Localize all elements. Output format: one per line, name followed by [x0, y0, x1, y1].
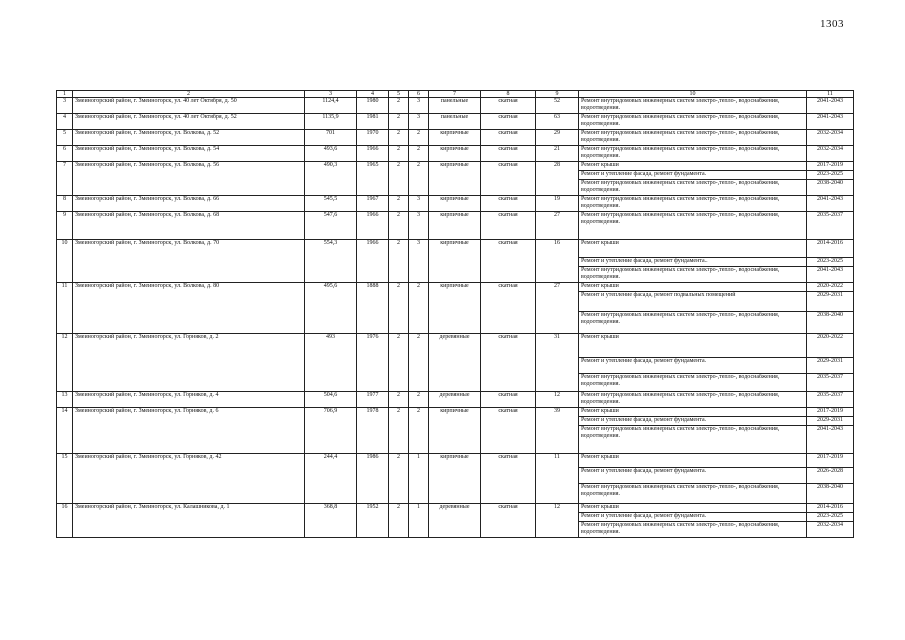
wall-material: кирпичные	[429, 162, 481, 196]
apartments: 28	[536, 162, 579, 196]
repair-work: Ремонт внутридомовых инженерных систем электро-,тепло-, водоснабжения, водоотведения.	[579, 392, 807, 408]
building-row	[57, 334, 854, 358]
wall-material: кирпичные	[429, 196, 481, 212]
roof-type: скатная	[481, 240, 536, 283]
entrances: 2	[409, 146, 429, 162]
year: 1952	[357, 504, 389, 538]
entrances: 3	[409, 196, 429, 212]
column-number: 10	[579, 91, 807, 98]
repair-period: 2032-2034	[807, 146, 854, 162]
entrances: 2	[409, 162, 429, 196]
building-row	[57, 114, 854, 130]
repair-work: Ремонт крыши	[579, 240, 807, 258]
repair-work: Ремонт и утепление фасада, ремонт фундамента.	[579, 468, 807, 484]
year: 1986	[357, 454, 389, 504]
column-number: 11	[807, 91, 854, 98]
year: 1966	[357, 240, 389, 283]
column-number: 5	[389, 91, 409, 98]
roof-type: скатная	[481, 196, 536, 212]
address: Змеиногорский район, г. Змеиногорск, ул. Волкова, д. 56	[73, 162, 305, 196]
repair-period: 2041-2043	[807, 196, 854, 212]
repair-work: Ремонт внутридомовых инженерных систем электро-,тепло-, водоснабжения, водоотведения.	[579, 312, 807, 334]
apartments: 19	[536, 196, 579, 212]
entrances: 3	[409, 240, 429, 283]
area: 1124,4	[305, 98, 357, 114]
column-number: 3	[305, 91, 357, 98]
repair-period: 2035-2037	[807, 392, 854, 408]
row-number: 11	[57, 283, 73, 334]
area: 706,9	[305, 408, 357, 454]
roof-type: скатная	[481, 146, 536, 162]
building-row	[57, 196, 854, 212]
building-row	[57, 130, 854, 146]
area: 493,6	[305, 146, 357, 162]
repair-period: 2023-2025	[807, 171, 854, 180]
floors: 2	[389, 196, 409, 212]
repair-work: Ремонт и утепление фасада, ремонт фундамента.	[579, 417, 807, 426]
apartments: 31	[536, 334, 579, 392]
address: Змеиногорский район, г. Змеиногорск, ул. Волкова, д. 70	[73, 240, 305, 283]
year: 1980	[357, 98, 389, 114]
building-row	[57, 454, 854, 468]
repair-work: Ремонт крыши	[579, 162, 807, 171]
repair-work: Ремонт внутридомовых инженерных систем электро-,тепло-, водоснабжения, водоотведения.	[579, 522, 807, 538]
year: 1888	[357, 283, 389, 334]
floors: 2	[389, 408, 409, 454]
repair-work: Ремонт внутридомовых инженерных систем электро-,тепло-, водоснабжения, водоотведения.	[579, 130, 807, 146]
building-row	[57, 504, 854, 513]
repair-work: Ремонт внутридомовых инженерных систем электро-,тепло-, водоснабжения, водоотведения.	[579, 484, 807, 504]
area: 504,6	[305, 392, 357, 408]
address: Змеиногорский район, г. Змеиногорск, ул. 40 лет Октября, д. 50	[73, 98, 305, 114]
repair-period: 2038-2040	[807, 484, 854, 504]
table-body	[57, 91, 854, 538]
wall-material: кирпичные	[429, 240, 481, 283]
row-number: 12	[57, 334, 73, 392]
roof-type: скатная	[481, 334, 536, 392]
row-number: 7	[57, 162, 73, 196]
repair-work: Ремонт и утепление фасада, ремонт фундамента.	[579, 358, 807, 374]
roof-type: скатная	[481, 130, 536, 146]
entrances: 3	[409, 212, 429, 240]
wall-material: панельные	[429, 98, 481, 114]
address: Змеиногорский район, г. Змеиногорск, ул. Горняков, д. 2	[73, 334, 305, 392]
area: 490,3	[305, 162, 357, 196]
roof-type: скатная	[481, 504, 536, 538]
column-number-row	[57, 91, 854, 98]
apartments: 12	[536, 504, 579, 538]
row-number: 9	[57, 212, 73, 240]
floors: 2	[389, 240, 409, 283]
area: 244,4	[305, 454, 357, 504]
entrances: 2	[409, 283, 429, 334]
column-number: 8	[481, 91, 536, 98]
entrances: 3	[409, 98, 429, 114]
repair-period: 2041-2043	[807, 98, 854, 114]
area: 545,5	[305, 196, 357, 212]
building-row	[57, 162, 854, 171]
repair-period: 2035-2037	[807, 374, 854, 392]
repair-work: Ремонт внутридомовых инженерных систем электро-,тепло-, водоснабжения, водоотведения.	[579, 212, 807, 240]
floors: 2	[389, 212, 409, 240]
repair-period: 2023-2025	[807, 513, 854, 522]
repair-work: Ремонт внутридомовых инженерных систем электро-,тепло-, водоснабжения, водоотведения.	[579, 98, 807, 114]
entrances: 1	[409, 504, 429, 538]
repair-period: 2014-2016	[807, 240, 854, 258]
year: 1967	[357, 196, 389, 212]
building-row	[57, 146, 854, 162]
repair-period: 2041-2043	[807, 114, 854, 130]
row-number: 14	[57, 408, 73, 454]
repair-work: Ремонт крыши	[579, 408, 807, 417]
apartments: 21	[536, 146, 579, 162]
floors: 2	[389, 283, 409, 334]
roof-type: скатная	[481, 408, 536, 454]
repair-work: Ремонт внутридомовых инженерных систем электро-,тепло-, водоснабжения, водоотведения.	[579, 374, 807, 392]
apartments: 12	[536, 392, 579, 408]
area: 368,8	[305, 504, 357, 538]
floors: 2	[389, 454, 409, 504]
row-number: 5	[57, 130, 73, 146]
roof-type: скатная	[481, 454, 536, 504]
repair-period: 2041-2043	[807, 267, 854, 283]
address: Змеиногорский район, г. Змеиногорск, ул. Горняков, д. 42	[73, 454, 305, 504]
repair-period: 2014-2016	[807, 504, 854, 513]
row-number: 13	[57, 392, 73, 408]
row-number: 3	[57, 98, 73, 114]
entrances: 3	[409, 114, 429, 130]
floors: 2	[389, 114, 409, 130]
roof-type: скатная	[481, 162, 536, 196]
entrances: 2	[409, 408, 429, 454]
repair-period: 2023-2025	[807, 258, 854, 267]
apartments: 39	[536, 408, 579, 454]
repair-period: 2032-2034	[807, 522, 854, 538]
wall-material: кирпичные	[429, 283, 481, 334]
entrances: 2	[409, 392, 429, 408]
floors: 2	[389, 130, 409, 146]
year: 1970	[357, 130, 389, 146]
area: 547,6	[305, 212, 357, 240]
repair-period: 2017-2019	[807, 454, 854, 468]
repair-work: Ремонт внутридомовых инженерных систем электро-,тепло-, водоснабжения, водоотведения.	[579, 146, 807, 162]
repair-period: 2017-2019	[807, 162, 854, 171]
repair-work: Ремонт крыши	[579, 504, 807, 513]
roof-type: скатная	[481, 212, 536, 240]
repair-work: Ремонт внутридомовых инженерных систем электро-,тепло-, водоснабжения, водоотведения.	[579, 114, 807, 130]
repair-work: Ремонт внутридомовых инженерных систем электро-,тепло-, водоснабжения, водоотведения.	[579, 267, 807, 283]
repair-period: 2029-2031	[807, 417, 854, 426]
building-row	[57, 283, 854, 292]
repair-period: 2032-2034	[807, 130, 854, 146]
roof-type: скатная	[481, 98, 536, 114]
row-number: 15	[57, 454, 73, 504]
roof-type: скатная	[481, 392, 536, 408]
wall-material: кирпичные	[429, 408, 481, 454]
repair-work: Ремонт и утепление фасада, ремонт фундамента.	[579, 513, 807, 522]
page-number: 1303	[820, 18, 844, 30]
repair-work: Ремонт крыши	[579, 454, 807, 468]
apartments: 11	[536, 454, 579, 504]
repair-period: 2029-2031	[807, 292, 854, 312]
year: 1966	[357, 212, 389, 240]
repair-period: 2035-2037	[807, 212, 854, 240]
row-number: 4	[57, 114, 73, 130]
year: 1981	[357, 114, 389, 130]
column-number: 6	[409, 91, 429, 98]
repair-period: 2017-2019	[807, 408, 854, 417]
wall-material: кирпичные	[429, 146, 481, 162]
address: Змеиногорский район, г. Змеиногорск, ул. Горняков, д. 4	[73, 392, 305, 408]
column-number: 9	[536, 91, 579, 98]
column-number: 4	[357, 91, 389, 98]
wall-material: кирпичные	[429, 212, 481, 240]
repair-work: Ремонт крыши	[579, 283, 807, 292]
repair-period: 2041-2043	[807, 426, 854, 454]
wall-material: деревянные	[429, 334, 481, 392]
repair-period: 2020-2022	[807, 283, 854, 292]
floors: 2	[389, 504, 409, 538]
area: 495,6	[305, 283, 357, 334]
building-row	[57, 240, 854, 258]
row-number: 8	[57, 196, 73, 212]
housing-repair-table	[56, 90, 854, 538]
area: 493	[305, 334, 357, 392]
area: 554,3	[305, 240, 357, 283]
apartments: 52	[536, 98, 579, 114]
year: 1976	[357, 334, 389, 392]
address: Змеиногорский район, г. Змеиногорск, ул. Волкова, д. 52	[73, 130, 305, 146]
year: 1977	[357, 392, 389, 408]
address: Змеиногорский район, г. Змеиногорск, ул. Горняков, д. 6	[73, 408, 305, 454]
wall-material: кирпичные	[429, 130, 481, 146]
wall-material: панельные	[429, 114, 481, 130]
apartments: 63	[536, 114, 579, 130]
entrances: 2	[409, 130, 429, 146]
area: 1135,9	[305, 114, 357, 130]
building-row	[57, 212, 854, 240]
address: Змеиногорский район, г. Змеиногорск, ул. Волкова, д. 80	[73, 283, 305, 334]
address: Змеиногорский район, г. Змеиногорск, ул. Волкова, д. 68	[73, 212, 305, 240]
repair-work: Ремонт и утепление фасада, ремонт фундамента.	[579, 171, 807, 180]
repair-period: 2026-2028	[807, 468, 854, 484]
floors: 2	[389, 334, 409, 392]
address: Змеиногорский район, г. Змеиногорск, ул. 40 лет Октября, д. 52	[73, 114, 305, 130]
repair-work: Ремонт внутридомовых инженерных систем электро-,тепло-, водоснабжения, водоотведения.	[579, 426, 807, 454]
roof-type: скатная	[481, 114, 536, 130]
apartments: 27	[536, 212, 579, 240]
row-number: 10	[57, 240, 73, 283]
apartments: 16	[536, 240, 579, 283]
repair-period: 2029-2031	[807, 358, 854, 374]
area: 701	[305, 130, 357, 146]
wall-material: деревянные	[429, 504, 481, 538]
roof-type: скатная	[481, 283, 536, 334]
building-row	[57, 98, 854, 114]
column-number: 7	[429, 91, 481, 98]
year: 1978	[357, 408, 389, 454]
repair-period: 2038-2040	[807, 180, 854, 196]
repair-period: 2020-2022	[807, 334, 854, 358]
apartments: 29	[536, 130, 579, 146]
repair-work: Ремонт и утепление фасада, ремонт подвальных помещений	[579, 292, 807, 312]
floors: 2	[389, 392, 409, 408]
address: Змеиногорский район, г. Змеиногорск, ул. Волкова, д. 54	[73, 146, 305, 162]
apartments: 27	[536, 283, 579, 334]
repair-work: Ремонт внутридомовых инженерных систем электро-,тепло-, водоснабжения, водоотведения.	[579, 180, 807, 196]
year: 1966	[357, 146, 389, 162]
repair-work: Ремонт крыши	[579, 334, 807, 358]
entrances: 1	[409, 454, 429, 504]
row-number: 6	[57, 146, 73, 162]
floors: 2	[389, 162, 409, 196]
floors: 2	[389, 146, 409, 162]
column-number: 2	[73, 91, 305, 98]
row-number: 16	[57, 504, 73, 538]
address: Змеиногорский район, г. Змеиногорск, ул. Волкова, д. 66	[73, 196, 305, 212]
building-row	[57, 408, 854, 417]
entrances: 2	[409, 334, 429, 392]
address: Змеиногорский район, г. Змеиногорск, ул. Калашникова, д. 1	[73, 504, 305, 538]
column-number: 1	[57, 91, 73, 98]
wall-material: деревянные	[429, 392, 481, 408]
repair-period: 2038-2040	[807, 312, 854, 334]
building-row	[57, 392, 854, 408]
wall-material: кирпичные	[429, 454, 481, 504]
year: 1965	[357, 162, 389, 196]
repair-work: Ремонт внутридомовых инженерных систем электро-,тепло-, водоснабжения, водоотведения.	[579, 196, 807, 212]
repair-work: Ремонт и утепление фасада, ремонт фундамента..	[579, 258, 807, 267]
floors: 2	[389, 98, 409, 114]
